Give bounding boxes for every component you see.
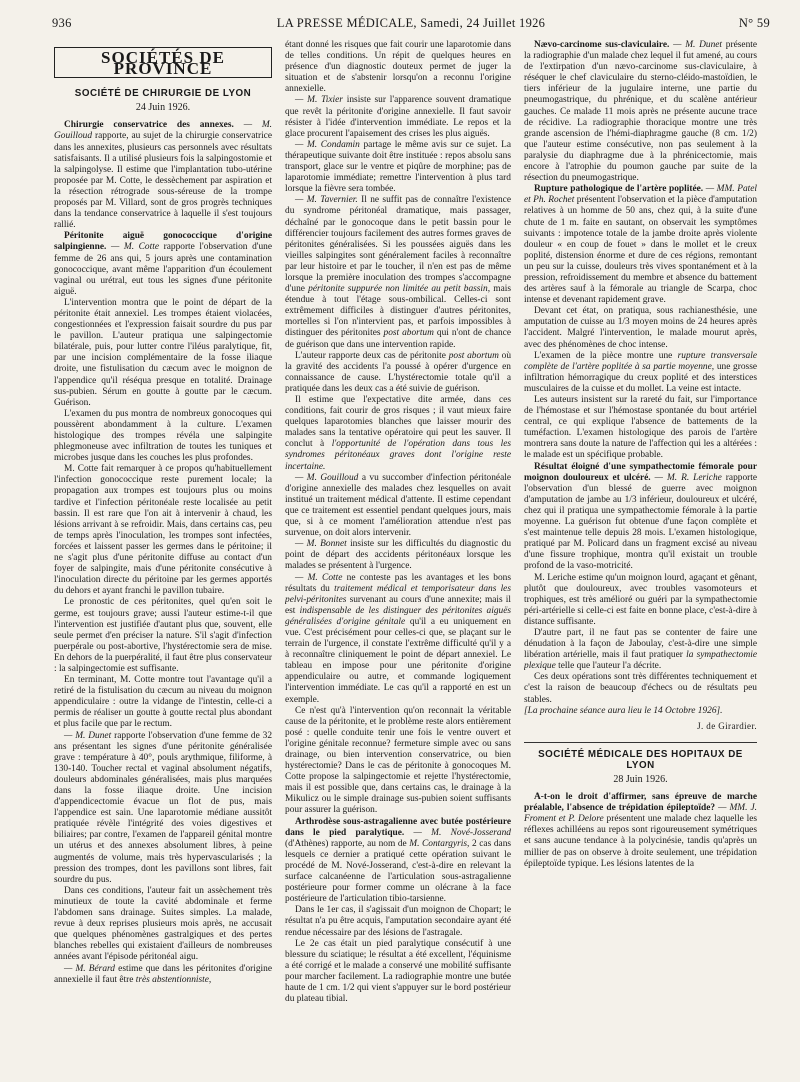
- paragraph: L'auteur rapporte deux cas de péritonite post abortum où la gravité des accidents l'a poussé à opérer d'urgence en connaissance de cause. L'hystérectomie totale qu'il a pratiquée dans les deux cas a été suivie de guérison.: [285, 350, 511, 394]
- paragraph: M. Cotte fait remarquer à ce propos qu'habituellement l'infection gonococcique reste purement locale; la propagation aux trompes est toujours plus ou moins tardive et l'infection péritonéale reste localisée au petit bassin. Il est rare que l'on ait à intervenir à chaud, les lésions arrivant à se refroidir. Mais, dans certains cas, peu de temps après l'inoculation, les trompes sont infectées, forcées et laissent passer les germes dans le péritoine; il ne s'agit plus d'une péritonite diffuse au contact d'un foyer de salpingite, mais d'une péritonite consécutive à l'inoculation directe du péritoine par les germes apportés du dehors et ayant franchi le pavillon tubaire.: [54, 464, 272, 597]
- paragraph: étant donné les risques que fait courir une laparotomie dans de telles conditions. Un répit de quelques heures en présence d'un diagnostic douteux permet de juger la situation et de s'abstenir lorsqu'on a reconnu l'origine annexielle.: [285, 40, 511, 95]
- article-trepidation: A-t-on le droit d'affirmer, sans épreuve de marche préalable, l'absence de trépidation épileptoïde? — MM. J. Froment et P. Delore présentent une malade chez laquelle les réflexes achilléens au repos sont rigoureusement symétriques et sans aucune tendance à la polycinésie, tandis qu'après un millier de pas on observe à droite seulement, une trépidation épileptoïde typique. Les lésions latentes de la: [524, 792, 757, 869]
- paragraph: — M. Condamin partage le même avis sur ce sujet. La thérapeutique suivante doit être instituée : repos absolu sans transport, glace sur le ventre et piqûre de morphine; pas de laparotomie immédiate; remettre l'intervention à plus tard lorsque la fièvre sera tombée.: [285, 139, 511, 195]
- paragraph: Le 2e cas était un pied paralytique consécutif à une blessure du sciatique; le résultat a été excellent, l'équinisme a été corrigé et le malade a conservé une mobilité suffisante pour marcher facilement. La radiographie montre une butée haute de 1 cm. 1/2 qui vient s'appuyer sur le bord postérieur du plateau tibial.: [285, 938, 511, 1005]
- article-chirurgie: Chirurgie conservatrice des annexes. — M. Gouilloud rapporte, au sujet de la chirurgie conservatrice dans les annexites, plusieurs cas personnels avec résultats satisfaisants. Il a utilisé plusieurs fois la salpingostomie et la salpingolyse. Il estime que l'implantation tubo-utérine proposée par M. Cotte, le dessèchement par aspiration et la résection rétrograde sous-séreuse de la trompe proposés par M. Villard, sont de gros progrès techniques dans la tendance conservatrice à laquelle il s'est toujours rallié.: [54, 120, 272, 231]
- paragraph: Le pronostic de ces péritonites, quel qu'en soit le germe, est toujours grave; aussi l'auteur estime-t-il que l'intervention est justifiée d'autant plus que, souvent, elle seule permet d'en préciser la nature. S'il s'agit d'infection puerpérale ou post-abortive, l'hystérectomie sera de mise. En dehors de la puerpéralité, il faut être plus conservateur : la salpingectomie est suffisante.: [54, 597, 272, 674]
- section-title: SOCIÉTÉS DE PROVINCE: [54, 47, 272, 78]
- society-title-medicale: SOCIÉTÉ MÉDICALE DES HOPITAUX DE LYON: [538, 748, 743, 771]
- article-arthrodese: Arthrodèse sous-astragalienne avec butée postérieure dans le pied paralytique. — M. Nové-Josserand (d'Athènes) rapporte, au nom de M. Contargyris, 2 cas dans lesquels ce dernier a pratiqué cette opération suivant le procédé de M. Nové-Josserand, c'est-à-dire en relevant la surface calcanéenne de l'articulation sous-astragalienne postérieure pour former comme un olécrane à la face postérieure de l'articulation tibio-tarsienne.: [285, 816, 511, 905]
- session-date-medicale: 28 Juin 1926.: [613, 774, 668, 785]
- paragraph: Ce n'est qu'à l'intervention qu'on reconnait la véritable cause de la péritonite, et le problème reste alors entièrement posé : quelle conduite tenir une fois le ventre ouvert et l'origine génitale reconnue? fermeture simple avec ou sans drainage, ou bien intervention conservatrice, ou bien hystérectomie? Dans le cas de péritonite à gonocoques M. Cotte propose la salpingectomie et rejette l'hystérectomie, mais il est possible que, dans certains cas, le drainage à la Mikulicz ou le simple drainage sus-pubien soient suffisants pour assurer la guérison.: [285, 705, 511, 816]
- paragraph: Devant cet état, on pratiqua, sous rachianesthésie, une amputation de cuisse au 1/3 moyen moins de 24 heures après l'accident. Malgré l'intervention, le malade mourut après, avec des phénomènes de choc intense.: [524, 306, 757, 350]
- paragraph: — M. Dunet rapporte l'observation d'une femme de 32 ans présentant les signes d'une péritonite généralisée grave : température à 40°, pouls arythmique, filiforme, à 130-140. Toucher rectal et vaginal absolument négatifs, douleurs abdominales généralisées, mais plus marquées dans la fosse iliaque droite. Une incision d'appendicectomie évacue un flot de pus, mais l'appendice est sain. Une laparotomie médiane aussitôt pratiquée révèle l'intégrité des voies digestives et biliaires; par contre, l'examen de l'appareil génital montre un utérus et des annexes absolument libres, à peine augmentés de volume, mais très hypervascularisés ; la pression des trompes, dont les pavillons sont libres, fait sourdre du pus.: [54, 730, 272, 885]
- paragraph: — M. Cotte ne conteste pas les avantages et les bons résultats du traitement médical et temporisateur dans les pelvi-péritonites survenant au cours d'une annexite; mais il est indispensable de les distinguer des péritonites aiguës généralisées d'origine génitale qu'il a eu uniquement en vue. C'est précisément pour celles-ci que, se plaçant sur le terrain de l'urgence, il constate l'extrême difficulté qu'il y a à reconnaître cliniquement le point de départ annexiel. Le tableau en impose pour une péritonite d'origine appendiculaire ou autre, et commande logiquement l'intervention immédiate. Le cas qu'il a rapporté en est un exemple.: [285, 572, 511, 705]
- paragraph: Dans le 1er cas, il s'agissait d'un moignon de Chopart; le résultat n'a pu être acquis, l'amputation secondaire ayant été rendue nécessaire par des lésions de l'astragale.: [285, 905, 511, 938]
- paragraph: Ces deux opérations sont très différentes techniquement et c'est la raison de beaucoup d'échecs ou de résultats peu stables.: [524, 672, 757, 705]
- column-2: [285, 40, 511, 1076]
- article-rupture: Rupture pathologique de l'artère poplitée. — MM. Patel et Ph. Rochet présentent l'observation et la pièce d'amputation relatives à un homme de 50 ans, chez qui, à la suite d'une chute de 1 m. faite en sautant, on observait les symptômes suivants : impotence totale de la jambe droite après violente douleur « en coup de fouet » dans le mollet et le creux poplité, distension énorme et dure de ces régions, remontant un peu sur la cuisse, douleurs très vives spontanément et à la pression, refroidissement du membre et absence du battement des artères sauf à la fémorale au triangle de Scarpa, choc intense et devenant rapidement grave.: [524, 184, 757, 306]
- paragraph: Les auteurs insistent sur la rareté du fait, sur l'importance de l'hémostase et sur l'hémostase spontanée du bout artériel central, ce qui explique l'absence de battements de la tuméfaction. L'examen histologique des parois de l'artère montrera sans doute la nature de l'affection qui les a altérées : le malade est un spécifique probable.: [524, 395, 757, 461]
- column-1: [54, 40, 272, 1076]
- paragraph: D'autre part, il ne faut pas se contenter de faire une dénudation à la façon de Jaboulay, c'est-à-dire une simple libération artérielle, mais il faut pratiquer la sympathectomie plexique telle que l'auteur l'a décrite.: [524, 627, 757, 672]
- article-peritonite: Péritonite aiguë gonococcique d'origine salpingienne. — M. Cotte rapporte l'observation d'une femme de 26 ans qui, 5 jours après une contamination gonococcique, avant même l'apparition d'un écoulement vaginal ou urétral, eut tous les signes d'une péritonite aiguë.: [54, 231, 272, 297]
- paragraph: En terminant, M. Cotte montre tout l'avantage qu'il a retiré de la fistulisation du cæcum au niveau du moignon appendiculaire : outre la vidange de l'intestin, celle-ci a permis de réaliser un goutte à goutte rectal plus abondant et plus facile que par le rectum.: [54, 675, 272, 730]
- signature: J. de Girardier.: [697, 720, 757, 731]
- paragraph: Il estime que l'expectative dite armée, dans ces conditions, fait courir de gros risques ; il vaut mieux faire quelques laparotomies blanches que laisser mourir des malades sans la tentative opératoire qui peut les sauver. Il conclut à l'opportunité de l'opération dans tous les syndromes péritonéaux graves dont l'origine reste incertaine.: [285, 395, 511, 472]
- society-title: SOCIÉTÉ DE CHIRURGIE DE LYON: [74, 88, 252, 100]
- paragraph: Dans ces conditions, l'auteur fait un assèchement très minutieux de toute la cavité abdominale et ferme l'abdomen sans drainage. Suites simples. La malade, revue à deux reprises plusieurs mois après, ne accusait que quelques phénomènes gastralgiques et des pertes blanches rebelles qui existaient d'ailleurs de nombreuses années avant l'épisode péritonéal aigu.: [54, 885, 272, 963]
- paragraph: — M. Gouilloud a vu succomber d'infection péritonéale d'origine annexielle des malades chez lesquelles on avait institué un traitement médical d'attente. Il estime cependant que ce traitement est essentiel pendant quelques jours, mais que, si à ce moment l'amélioration attendue n'est pas survenue, on doit alors intervenir.: [285, 472, 511, 539]
- paragraph: — M. Bonnet insiste sur les difficultés du diagnostic du point de départ des accidents péritonéaux lorsque les malades se présentent à l'urgence.: [285, 539, 511, 572]
- issue-number: N° 59: [738, 16, 770, 30]
- paragraph: — M. Tavernier. Il ne suffit pas de connaître l'existence du syndrome péritonéal dramatique, mais passager, déchaîné par le gonocoque dans le petit bassin pour le différencier toujours facilement des autres formes graves de péritonites généralisées. Si les poussées aiguës dans les vieilles salpingites sont généralement faciles à reconnaître par leur histoire et par le toucher, il n'en est pas de même lorsque la première inoculation des trompes s'accompagne d'une péritonite suppurée non limitée au petit bassin, mais étendue à tout l'étage sous-ombilical. Celles-ci sont extrêmement difficiles à distinguer d'autres péritonites, mortelles si l'on n'intervient pas, et parfois impossibles à distinguer des péritonites post abortum qui n'ont de chance de guérison que dans une intervention rapide.: [285, 195, 511, 350]
- page-number: 936: [52, 16, 72, 30]
- paragraph: M. Leriche estime qu'un moignon lourd, agaçant et gênant, plutôt que douloureux, avec troubles vasomoteurs et trophiques, est très amélioré ou guéri par la sympathectomie péri-artérielle si celle-ci est faite en bonne place, c'est-à-dire à distance suffisante.: [524, 572, 757, 627]
- divider: [524, 742, 757, 743]
- column-3: [524, 40, 757, 1076]
- article-naevo: Nævo-carcinome sus-claviculaire. — M. Dunet présente la radiographie d'un malade chez lequel il fut amené, au cours de l'extirpation d'un nævo-carcinome sus-claviculaire, à réséquer le chef claviculaire du sterno-cléido-mastoïdien, le tiers inférieur de la jugulaire interne, une partie du pneumogastrique, du phrénique, et du scalène antérieur gauches. Ce malade 11 mois après ne présente aucune trace de récidive. La radiographie thoracique montre une très grande ascension de l'hémi-diaphragme gauche (8 cm. 1/2) que l'auteur estime consécutive, non pas seulement à la paralysie du diaphragme due à la phrénicectomie, mais encore à l'atrophie du poumon gauche par suite de la résection du pneumogastrique.: [524, 40, 757, 184]
- session-date: 24 Juin 1926.: [135, 102, 191, 114]
- journal-title: LA PRESSE MÉDICALE, Samedi, 24 Juillet 1926: [276, 16, 546, 30]
- paragraph: — M. Bérard estime que dans les péritonites d'origine annexielle il faut être très abstentionniste,: [54, 963, 272, 985]
- next-session-note: [La prochaine séance aura lieu le 14 Octobre 1926].: [524, 705, 723, 716]
- page-header: [52, 16, 770, 32]
- paragraph: L'examen de la pièce montre une rupture transversale complète de l'artère poplitée à sa partie moyenne, une grosse infiltration hémorragique du creux poplité et des interstices musculaires de la cuisse et du mollet. La veine est intacte.: [524, 350, 757, 394]
- paragraph: — M. Tixier insiste sur l'apparence souvent dramatique que revêt la péritonite d'origine annexielle. Il faut savoir résister à l'idée d'intervention immédiate. Le repos et la glace procurent l'apaisement des crises les plus aiguës.: [285, 95, 511, 139]
- paragraph: L'examen du pus montra de nombreux gonocoques qui poussèrent abondamment à la culture. L'examen histologique des trompes révéla une salpingite phlegmoneuse avec infiltration de toutes les tuniques et microbes jusque dans les couches les plus profondes.: [54, 408, 272, 464]
- paragraph: L'intervention montra que le point de départ de la péritonite était annexiel. Les trompes étaient violacées, congestionnées et l'expression faisait sourdre du pus par le pavillon. L'auteur pratiqua une salpingectomie bilatérale, puis, pour lutter contre l'iléus paralytique, fit, par une incision complémentaire de la fosse iliaque droite, une fistulisation du cæcum avec le moignon de l'appendice qu'il réséqua presque en totalité. Drainage sus-pubien. Sérum en goutte à goutte par le cæcum. Guérison.: [54, 297, 272, 408]
- article-sympathectomie: Résultat éloigné d'une sympathectomie fémorale pour moignon douloureux et ulcéré. — M. R. Leriche rapporte l'observation d'un blessé de guerre avec moignon d'amputation de jambe au 1/3 inférieur, douloureux et ulcéré, chez qui il pratiqua une sympathectomie fémorale à la partie moyenne. La guérison fut obtenue d'une façon complète et s'est maintenue telle depuis 28 mois. L'examen histologique, pratiqué par M. Policard dans un fragment excisé au niveau d'une fissure trophique, montra qu'il existait un trouble profond de la vaso-motricité.: [524, 461, 757, 572]
